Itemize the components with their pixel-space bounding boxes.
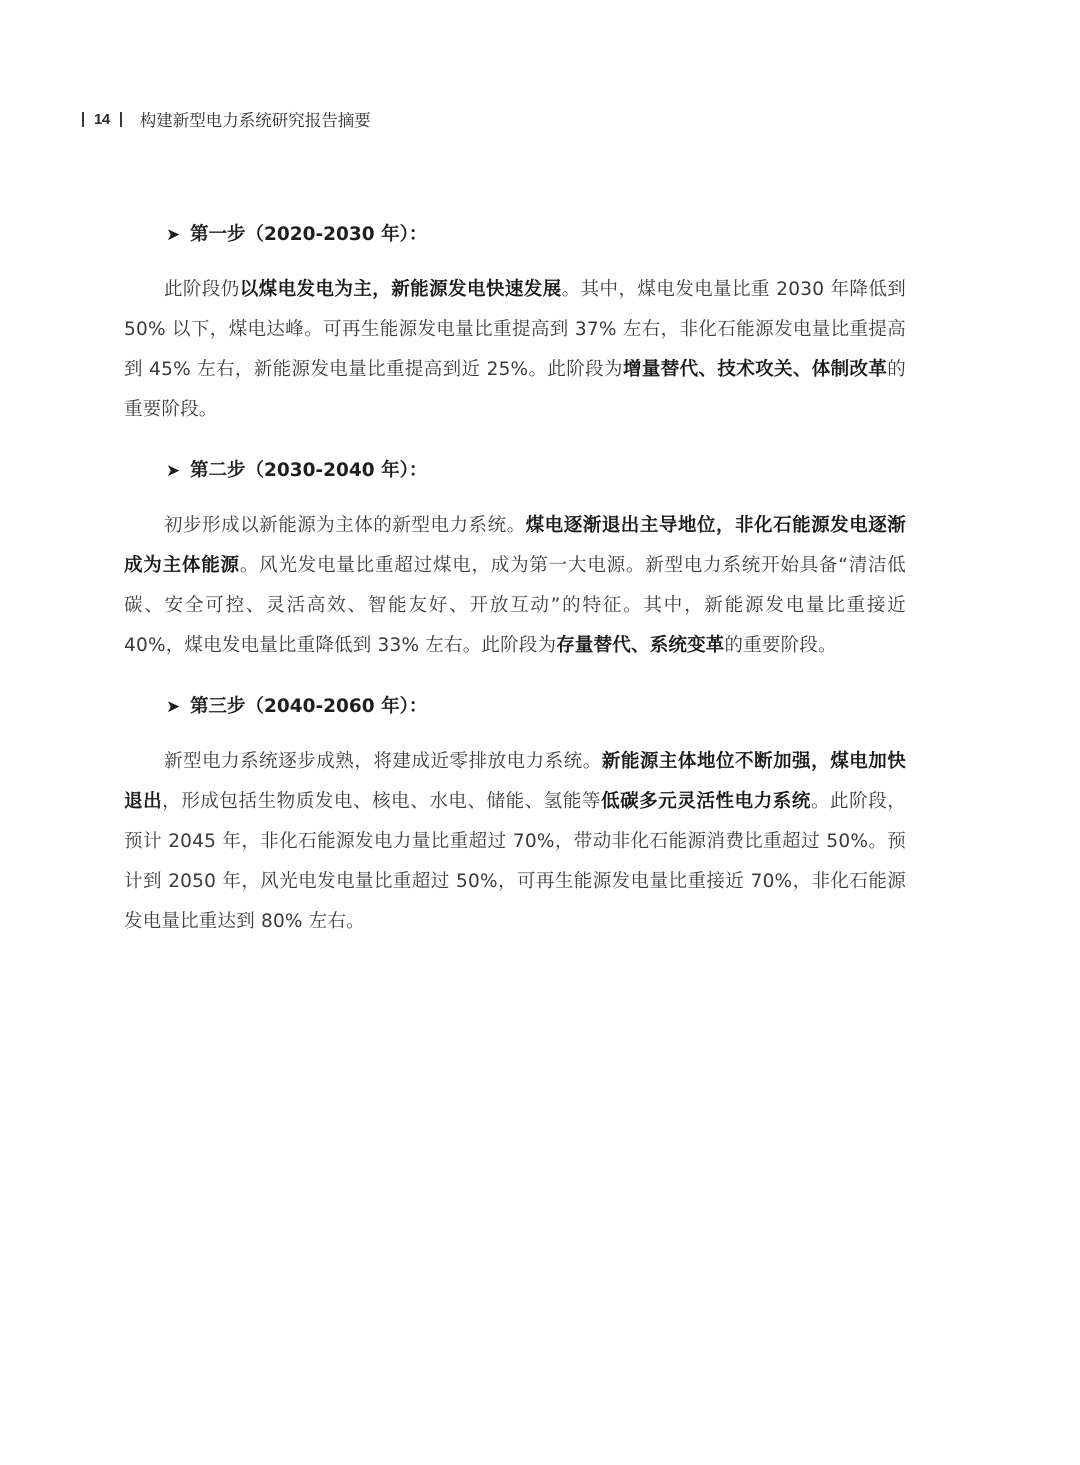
bold-text-run: 低碳多元灵活性电力系统 (601, 791, 811, 812)
text-run: 此阶段仍 (164, 279, 240, 300)
bold-text-run: 增量替代、技术攻关、体制改革 (622, 359, 888, 380)
step-1-heading (124, 218, 906, 252)
bold-text-run: 以煤电发电为主，新能源发电快速发展 (239, 279, 562, 300)
text-run: 初步形成以新能源为主体的新型电力系统。 (164, 515, 526, 536)
arrow-bullet-icon: ➤ (166, 461, 181, 481)
text-run: 的重要阶段。 (124, 359, 906, 420)
bold-text-run: 新能源主体地位不断加强，煤电加快退出 (124, 751, 906, 812)
step-1-paragraph (124, 270, 906, 430)
arrow-bullet-icon: ➤ (166, 225, 181, 245)
bold-text-run: 存量替代、系统变革 (556, 635, 725, 656)
text-run: 。其中，煤电发电量比重 2030 年降低到 50% 以下，煤电达峰。可再生能源发电量比重提高到 37% 左右，非化石能源发电量比重提高到 45% 左右，新能源发电量比重提高到近 25%。此阶段为 (124, 279, 906, 380)
step-3-paragraph (124, 742, 906, 942)
text-run: 。风光发电量比重超过煤电，成为第一大电源。新型电力系统开始具备“清洁低碳、安全可控、灵活高效、智能友好、开放互动”的特征。其中，新能源发电量比重接近 40%，煤电发电量比重降低到 33% 左右。此阶段为 (124, 555, 907, 656)
header-divider-right (120, 112, 122, 127)
step-3-heading (124, 690, 906, 724)
step-2-heading-text: 第二步（2030-2040 年）： (190, 460, 428, 481)
step-2-paragraph (124, 506, 906, 666)
header-title: 构建新型电力系统研究报告摘要 (139, 111, 371, 130)
text-run: 新型电力系统逐步成熟，将建成近零排放电力系统。 (164, 751, 602, 772)
header-divider-left (82, 112, 84, 127)
bold-text-run: 煤电逐渐退出主导地位，非化石能源发电逐渐成为主体能源 (124, 515, 906, 576)
text-run: ，形成包括生物质发电、核电、水电、储能、氢能等 (162, 791, 602, 812)
running-header (82, 106, 371, 132)
page-number: 14 (94, 110, 110, 128)
step-3-heading-text: 第三步（2040-2060 年）： (190, 696, 428, 717)
step-2-heading (124, 454, 906, 488)
text-run: 。此阶段，预计 2045 年，非化石能源发电力量比重超过 70%，带动非化石能源消费比重超过 50%。预计到 2050 年，风光电发电量比重超过 50%，可再生能源发电量比重接近 70%，非化石能源发电量比重达到 80% 左右。 (124, 791, 906, 932)
step-1-heading-text: 第一步（2020-2030 年）： (190, 224, 428, 245)
arrow-bullet-icon: ➤ (166, 697, 181, 717)
text-run: 的重要阶段。 (724, 635, 837, 656)
main-content (124, 218, 906, 966)
